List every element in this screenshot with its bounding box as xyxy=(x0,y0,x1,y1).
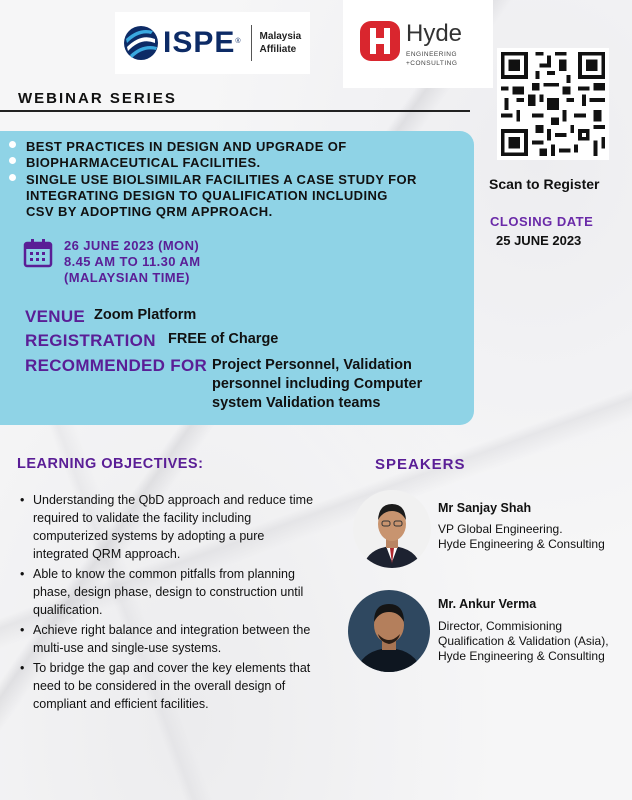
scan-to-register-label: Scan to Register xyxy=(489,176,600,192)
registration-label: REGISTRATION xyxy=(25,331,156,350)
list-item: • To bridge the gap and cover the key elements that need to be considered in the overall design of compliant and efficient facilities. xyxy=(20,659,320,713)
learning-objectives-list xyxy=(20,491,320,715)
hyde-h-icon xyxy=(359,20,401,62)
hyde-wordmark: Hyde xyxy=(406,20,463,47)
event-time: 8.45 AM TO 11.30 AM xyxy=(64,254,201,269)
hyde-tagline xyxy=(406,50,457,68)
speaker-2-role-line2: Qualification & Validation (Asia), xyxy=(438,634,609,648)
list-item: • Able to know the common pitfalls from planning phase, design phase, design to construction until qualification. xyxy=(20,565,320,619)
registration-value: FREE of Charge xyxy=(168,331,279,347)
closing-date-label: CLOSING DATE xyxy=(490,214,594,229)
speaker-1-name: Mr Sanjay Shah xyxy=(438,501,532,515)
ispe-registered-mark: ® xyxy=(235,38,241,45)
hyde-logo xyxy=(343,0,493,88)
topic-1-line1: BEST PRACTICES IN DESIGN AND UPGRADE OF xyxy=(26,139,347,154)
topic-bullet xyxy=(9,174,16,181)
topic-2-line3: CSV BY ADOPTING QRM APPROACH. xyxy=(26,204,273,219)
topic-2-line2: INTEGRATING DESIGN TO QUALIFICATION INCLUDING xyxy=(26,188,388,203)
ispe-globe-icon xyxy=(123,25,159,61)
list-item: • Understanding the QbD approach and reduce time required to validate the facility including computerized systems by adopting a pure integrated QRM approach. xyxy=(20,491,320,563)
ispe-affiliate-line2: Affiliate xyxy=(259,44,297,55)
event-date: 26 JUNE 2023 (MON) xyxy=(64,238,200,253)
recommended-for-line1: Project Personnel, Validation xyxy=(212,357,412,373)
ispe-affiliate-line1: Malaysia xyxy=(259,31,302,42)
calendar-icon xyxy=(23,238,53,268)
event-timezone: (MALAYSIAN TIME) xyxy=(64,270,190,285)
recommended-for-line3: system Validation teams xyxy=(212,395,381,411)
speaker-1-role-line2: Hyde Engineering & Consulting xyxy=(438,537,605,551)
hyde-tagline-line1: ENGINEERING xyxy=(406,51,458,58)
topic-bullet xyxy=(9,157,16,164)
speaker-1-role-line1: VP Global Engineering. xyxy=(438,522,563,536)
topic-bullet xyxy=(9,141,16,148)
speaker-2-role-line3: Hyde Engineering & Consulting xyxy=(438,649,605,663)
avatar xyxy=(348,590,430,672)
topic-1-line2: BIOPHARMACEUTICAL FACILITIES. xyxy=(26,155,261,170)
ispe-wordmark: ISPE xyxy=(163,26,236,59)
topic-2-line1: SINGLE USE BIOLSIMILAR FACILITIES A CASE STUDY FOR xyxy=(26,172,417,187)
speaker-2-role-line1: Director, Commisioning xyxy=(438,619,563,633)
list-item: • Achieve right balance and integration between the multi-use and single-use systems. xyxy=(20,621,320,657)
speakers-title: SPEAKERS xyxy=(375,456,466,473)
webinar-info-panel xyxy=(0,131,474,425)
venue-label: VENUE xyxy=(25,307,86,326)
title-underline xyxy=(0,110,470,112)
registration-qr-code[interactable] xyxy=(497,48,609,160)
page-title: WEBINAR SERIES xyxy=(18,90,177,107)
learning-objectives-title: LEARNING OBJECTIVES: xyxy=(17,456,204,472)
ispe-affiliate-label xyxy=(260,30,302,56)
avatar xyxy=(353,490,431,568)
venue-value: Zoom Platform xyxy=(94,307,197,323)
recommended-for-line2: personnel including Computer xyxy=(212,376,423,392)
recommended-for-label: RECOMMENDED FOR xyxy=(25,356,208,375)
closing-date-value: 25 JUNE 2023 xyxy=(496,233,582,248)
speaker-2-name: Mr. Ankur Verma xyxy=(438,597,537,611)
hyde-tagline-line2: +CONSULTING xyxy=(406,60,458,67)
logo-divider xyxy=(251,25,252,61)
ispe-malaysia-logo xyxy=(115,12,310,74)
